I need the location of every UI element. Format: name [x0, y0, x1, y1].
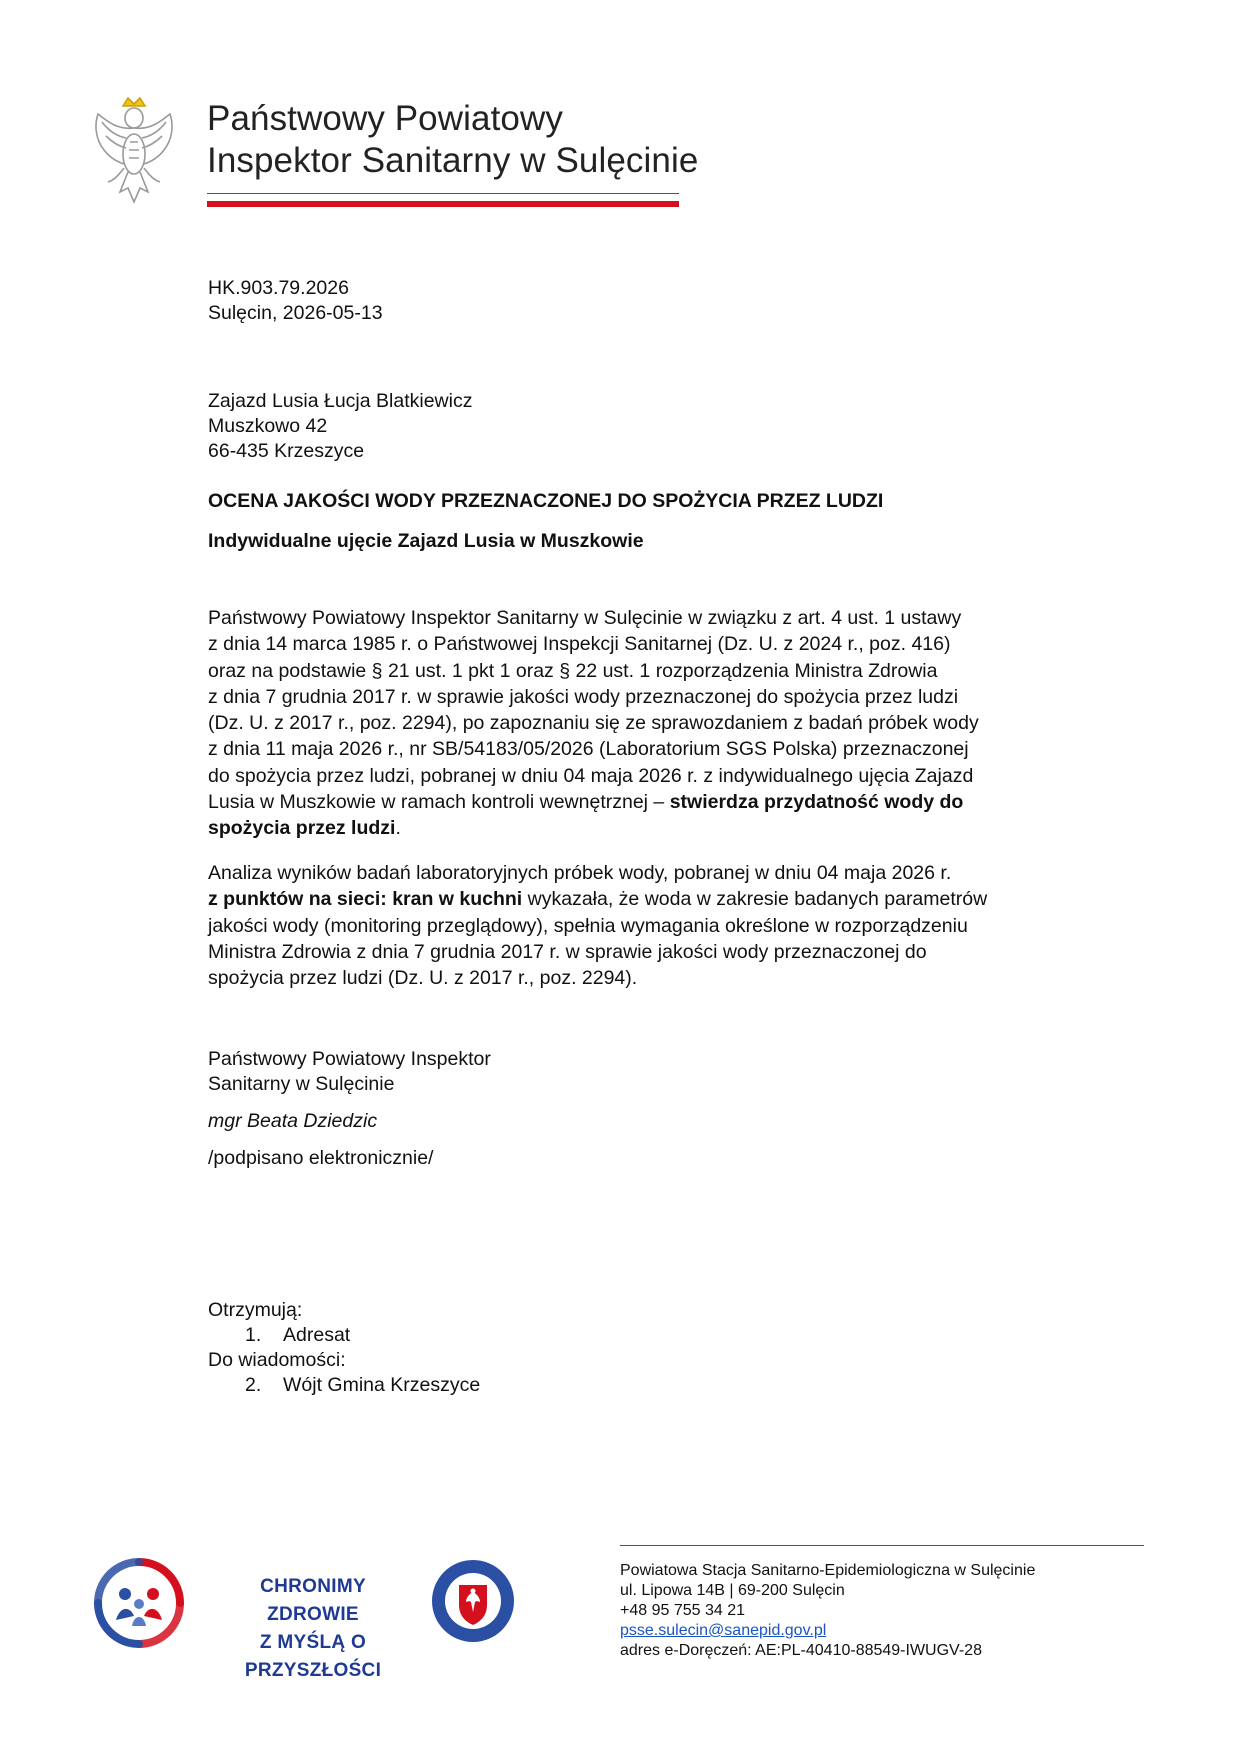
addressee-city: 66-435 Krzeszyce: [208, 440, 365, 462]
institution-line1: Państwowy Powiatowy: [207, 99, 563, 138]
recipients-block: [208, 1298, 481, 1398]
institution-line2: Inspektor Sanitarny w Sulęcinie: [207, 141, 699, 180]
footer-contact: [620, 1561, 1035, 1661]
paragraph1-line: do spożycia przez ludzi, pobranej w dniu 04 maja 2026 r. z indywidualnego ujęcia Zajazd: [208, 764, 974, 787]
paragraph2-line: [208, 886, 1028, 912]
list-item: [208, 1323, 351, 1348]
health-slogan: [222, 1573, 404, 1685]
paragraph-decision: [208, 605, 1028, 842]
paragraph1-line: (Dz. U. z 2017 r., poz. 2294), po zapoznaniu się ze sprawozdaniem z badań próbek wody: [208, 712, 979, 735]
slogan-line2: Z MYŚLĄ O PRZYSZŁOŚCI: [244, 1632, 382, 1681]
addressee-street: Muszkowo 42: [208, 415, 328, 437]
cc-recipient-name: Wójt Gmina Krzeszyce: [283, 1374, 481, 1396]
slogan-line1: CHRONIMY ZDROWIE: [260, 1576, 366, 1625]
addressee-name: Zajazd Lusia Łucja Blatkiewicz: [208, 390, 473, 412]
footer-email-link[interactable]: psse.sulecin@sanepid.gov.pl: [620, 1622, 827, 1639]
addressee-block: [208, 389, 472, 464]
paragraph2-line: Analiza wyników badań laboratoryjnych próbek wody, pobranej w dniu 04 maja 2026 r.: [208, 862, 952, 884]
paragraph2-line: spożycia przez ludzi (Dz. U. z 2017 r., poz. 2294).: [208, 967, 638, 990]
header-red-bar: [207, 201, 679, 207]
paragraph1-line: z dnia 14 marca 1985 r. o Państwowej Inspekcji Sanitarnej (Dz. U. z 2024 r., poz. 416): [208, 633, 951, 656]
recipient-name: Adresat: [283, 1324, 351, 1346]
footer-address: ul. Lipowa 14B | 69-200 Sulęcin: [620, 1582, 845, 1599]
place-date: Sulęcin, 2026-05-13: [208, 302, 383, 324]
header-divider: [207, 193, 679, 194]
paragraph1-line: z dnia 11 maja 2026 r., nr SB/54183/05/2026 (Laboratorium SGS Polska) przeznaczonej: [208, 738, 969, 761]
signer-name: mgr Beata Dziedzic: [208, 1110, 378, 1132]
footer-office: Powiatowa Stacja Sanitarno-Epidemiologiczna w Sulęcinie: [620, 1562, 1036, 1579]
sampling-point-bold: z punktów na sieci: kran w kuchni: [208, 888, 523, 911]
paragraph1-line: Państwowy Powiatowy Inspektor Sanitarny w Sulęcinie w związku z art. 4 ust. 1 ustawy: [208, 607, 962, 629]
signature-role-line1: Państwowy Powiatowy Inspektor: [208, 1048, 491, 1070]
paragraph2-line: Ministra Zdrowia z dnia 7 grudnia 2017 r. w sprawie jakości wody przeznaczonej do: [208, 940, 927, 963]
decision-bold-end: spożycia przez ludzi: [208, 817, 396, 840]
paragraph1-period: .: [395, 817, 401, 840]
list-number: 2.: [245, 1374, 262, 1396]
paragraph1-text: Lusia w Muszkowie w ramach kontroli wewnętrznej –: [208, 791, 670, 814]
decision-bold: stwierdza przydatność wody do: [669, 791, 964, 814]
footer-phone: +48 95 755 34 21: [620, 1602, 746, 1619]
signature-role-line2: Sanitarny w Sulęcinie: [208, 1073, 395, 1095]
panstwowa-inspekcja-sanitarna-badge-icon: [430, 1558, 516, 1644]
paragraph2-text: wykazała, że woda w zakresie badanych parametrów: [522, 888, 988, 911]
footer-divider: [620, 1545, 1144, 1546]
paragraph1-line: oraz na podstawie § 21 ust. 1 pkt 1 oraz § 22 ust. 1 rozporządzenia Ministra Zdrowia: [208, 659, 938, 682]
signature-role: [208, 1047, 491, 1097]
paragraph2-line: jakości wody (monitoring przeglądowy), spełnia wymagania określone w rozporządzeniu: [208, 914, 968, 937]
case-number: HK.903.79.2026: [208, 277, 349, 299]
paragraph-analysis: [208, 860, 1028, 991]
cc-label: Do wiadomości:: [208, 1349, 346, 1371]
paragraph1-line: [208, 815, 1028, 841]
electronic-signature-note: /podpisano elektronicznie/: [208, 1147, 434, 1169]
list-item: [208, 1373, 481, 1398]
family-health-icon: [92, 1556, 186, 1650]
paragraph1-line: z dnia 7 grudnia 2017 r. w sprawie jakości wody przeznaczonej do spożycia przez ludzi: [208, 685, 959, 708]
paragraph1-line: [208, 789, 1028, 815]
document-title: OCENA JAKOŚCI WODY PRZEZNACZONEJ DO SPOŻYCIA PRZEZ LUDZI: [208, 490, 884, 512]
recipients-label: Otrzymują:: [208, 1299, 303, 1321]
list-number: 1.: [245, 1324, 262, 1346]
document-subtitle: Indywidualne ujęcie Zajazd Lusia w Muszkowie: [208, 530, 644, 552]
footer-edelivery: adres e-Doręczeń: AE:PL-40410-88549-IWUGV-28: [620, 1642, 982, 1659]
reference-block: [208, 276, 383, 326]
polish-eagle-icon: [88, 92, 180, 210]
institution-title: [207, 98, 698, 182]
